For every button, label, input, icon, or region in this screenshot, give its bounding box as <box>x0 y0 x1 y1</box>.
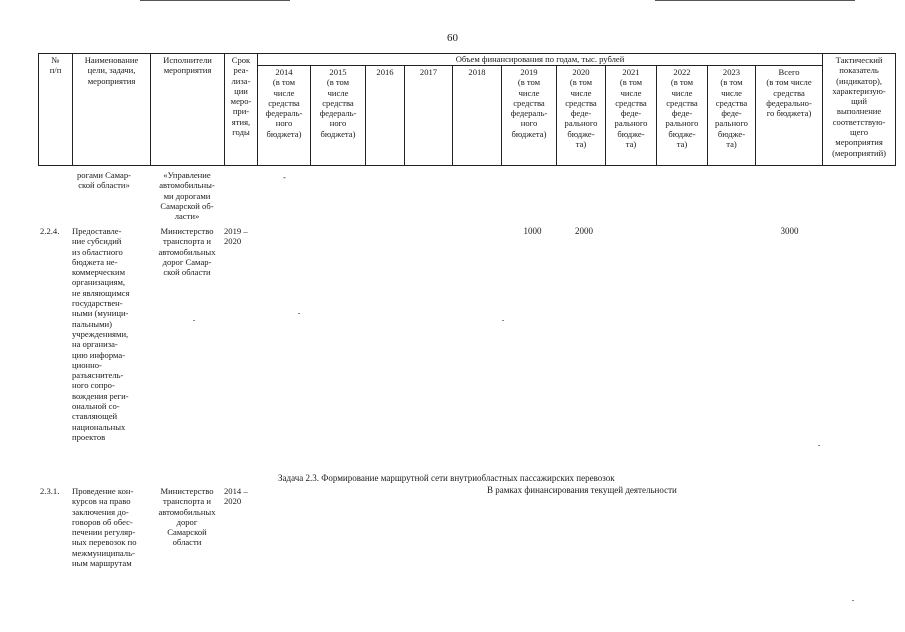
scan-speck <box>298 313 300 314</box>
header-year-2018: 2018 <box>453 66 502 166</box>
scan-speck <box>193 320 195 321</box>
row-2-3-1-number: 2.3.1. <box>40 486 60 496</box>
scan-speck <box>852 600 854 601</box>
row-2-2-4-value-2020: 2000 <box>575 226 593 236</box>
continued-executor: «Управление автомобильны- ми дорогами Самарской об- ласти» <box>159 170 215 222</box>
row-2-2-4-number: 2.2.4. <box>40 226 60 236</box>
continued-dash: - <box>283 172 286 182</box>
row-2-3-1-name: Проведение кон- курсов на право заключения до- говоров об обес- печении регуляр- ных перевозок по межмуниципаль- ным маршрутам <box>72 486 137 569</box>
top-rule-left <box>140 0 290 1</box>
header-year-2019: 2019 (в том числе средства федераль- ного бюджета) <box>502 66 557 166</box>
row-2-2-4-term: 2019 – 2020 <box>224 226 248 247</box>
header-year-2014: 2014 (в том числе средства федераль- ного бюджета) <box>258 66 311 166</box>
header-year-2020: 2020 (в том числе средства феде- рального бюдже- та) <box>557 66 606 166</box>
row-2-3-1-executor: Министерство транспорта и автомобильных дорог Самарской области <box>158 486 216 548</box>
header-year-2021: 2021 (в том числе средства феде- рального бюдже- та) <box>606 66 657 166</box>
financing-table-header <box>38 53 896 166</box>
continued-name: рогами Самар- ской области» <box>76 170 132 191</box>
header-indicator: Тактический показатель (индикатор), характеризую- щий выполнение соответствую- щего мероприятия (мероприятий) <box>823 54 896 166</box>
header-year-2015: 2015 (в том числе средства федераль- ного бюджета) <box>311 66 366 166</box>
task-2-3-title: Задача 2.3. Формирование маршрутной сети внутриобластных пассажирских перевозок <box>278 473 615 483</box>
header-total: Всего (в том числе средства федерально- го бюджета) <box>756 66 823 166</box>
row-2-2-4-total: 3000 <box>780 226 799 236</box>
header-name: Наименование цели, задачи, мероприятия <box>73 54 151 166</box>
row-2-2-4-executor: Министерство транспорта и автомобильных дорог Самар- ской области <box>158 226 216 278</box>
row-2-2-4-value-2019: 1000 <box>523 226 542 236</box>
header-year-2017: 2017 <box>405 66 453 166</box>
row-2-3-1-term: 2014 – 2020 <box>224 486 248 507</box>
task-2-3-financing-note: В рамках финансирования текущей деятельности <box>487 485 677 495</box>
header-year-2016: 2016 <box>366 66 405 166</box>
header-no: № п/п <box>39 54 73 166</box>
scan-speck <box>502 320 504 321</box>
row-2-2-4-name: Предоставле- ние субсидий из областного бюджета не- коммерческим организациям, не являющимся государствен- ными (муници- пальными) учреждениями, на организа- цию информа- ционно- разъяснитель- ного сопро- вождения реги- ональной со- ставляющей национальных проектов <box>72 226 130 442</box>
header-financing: Объем финансирования по годам, тыс. рублей <box>258 54 823 66</box>
scan-speck <box>818 445 820 446</box>
header-executors: Исполнители мероприятия <box>151 54 225 166</box>
header-term: Срок реа- лиза- ции меро- при- ятия, годы <box>225 54 258 166</box>
top-rule-right <box>655 0 855 1</box>
header-year-2022: 2022 (в том числе средства феде- рального бюдже- та) <box>657 66 708 166</box>
header-year-2023: 2023 (в том числе средства феде- рального бюдже- та) <box>708 66 756 166</box>
page-number: 60 <box>447 32 458 44</box>
